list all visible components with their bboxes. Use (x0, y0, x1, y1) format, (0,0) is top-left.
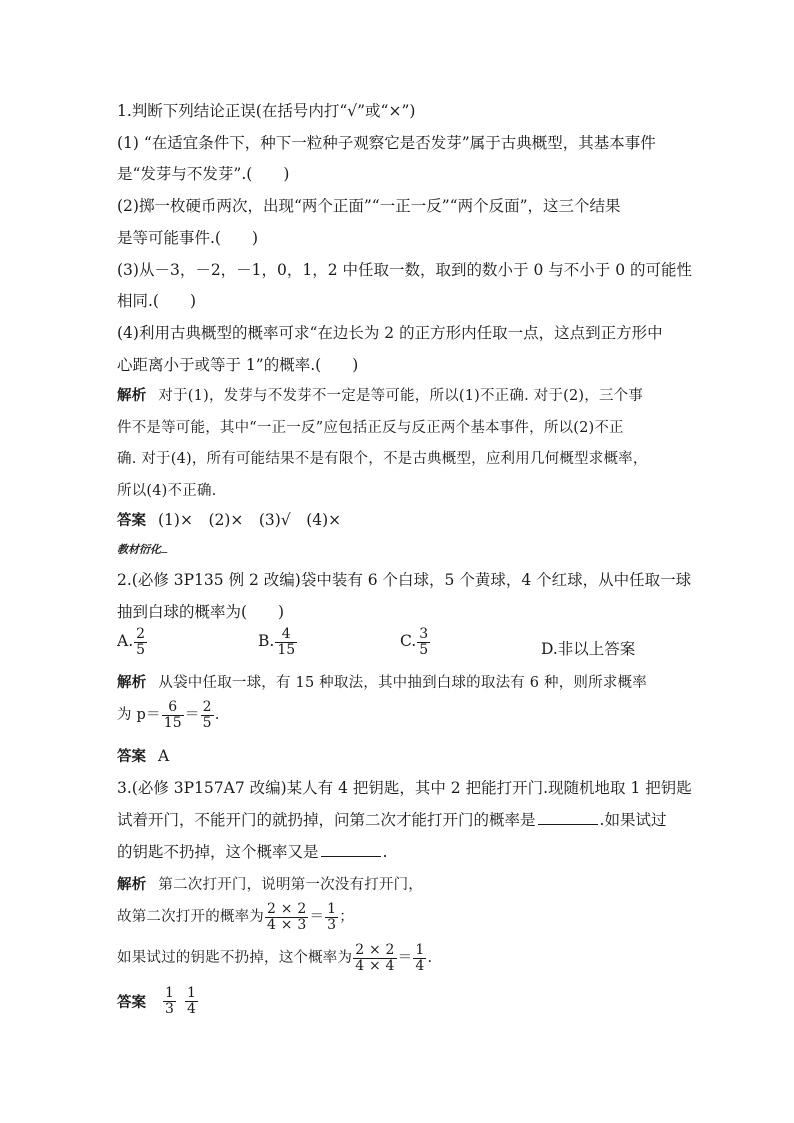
q2-option-a (117, 627, 148, 657)
frac-den: 15 (163, 714, 182, 731)
q3-line-2-text-b: .如果试过 (599, 811, 667, 829)
q1-solution-line-3: 确. 对于(4)，所有可能结果不是有限个，不是古典概型，应利用几何概型求概率， (117, 451, 648, 467)
frac-num: 1 (327, 901, 337, 917)
tag-mark (161, 546, 171, 553)
q1-statement-1a: (1) “在适宜条件下，种下一粒种子观察它是否发芽”属于古典概型，其基本事件 (117, 134, 656, 152)
q1-answer (117, 510, 341, 531)
q1-statement-4a: (4)利用古典概型的概率可求“在边长为 2 的正方形内任取一点，这点到正方形中 (117, 324, 663, 342)
q2-line-2: 抽到白球的概率为( ) (117, 603, 285, 621)
frac-num: 1 (165, 985, 174, 1001)
frac-den: 5 (419, 641, 429, 658)
q3-fraction-4 (413, 943, 426, 973)
frac-num: 1 (415, 942, 425, 958)
period: . (427, 950, 433, 967)
option-b-fraction (275, 627, 297, 657)
option-c-label: C. (400, 632, 417, 651)
q1-solution-label: 解析 (117, 388, 147, 404)
frac-num: 2 × 2 (267, 901, 307, 917)
q2-fraction-2 (201, 700, 214, 730)
q3-line-3-text-a: 的钥匙不扔掉，这个概率又是 (117, 843, 319, 861)
frac-den: 3 (165, 1000, 174, 1017)
q3-solution-line-2 (117, 902, 354, 932)
frac-den: 5 (202, 714, 212, 731)
q1-solution-line-1 (117, 386, 643, 406)
q3-answer-2 (184, 986, 199, 1016)
q2-option-d: D.非以上答案 (541, 640, 636, 658)
frac-num: 2 × 2 (355, 942, 395, 958)
section-tag-text: 教材衍化 (117, 543, 161, 556)
q3-fraction-3 (353, 943, 396, 973)
option-b-label: B. (258, 632, 275, 651)
q3-line-1: 3.(必修 3P157A7 改编)某人有 4 把钥匙，其中 2 把能打开门.现随机地取 1 把钥匙 (117, 779, 692, 797)
q3-answer-label-line (117, 992, 158, 1013)
q3-line-2-text-a: 试着开门，不能开门的就扔掉，问第二次才能打开门的概率是 (117, 811, 536, 829)
q1-statement-2b: 是等可能事件.( ) (117, 229, 259, 247)
q1-answer-label: 答案 (117, 513, 146, 529)
q3-line-3-text-b: . (382, 843, 388, 861)
period: . (214, 707, 220, 724)
frac-num: 3 (419, 626, 429, 642)
answer-fraction-1 (163, 986, 176, 1016)
q1-solution-line-4: 所以(4)不正确. (117, 483, 217, 499)
frac-num: 6 (162, 700, 184, 716)
answer-blank-2[interactable] (321, 842, 381, 857)
answer-blank-1[interactable] (538, 810, 598, 825)
q3-line-3 (117, 842, 387, 862)
frac-num: 4 (275, 627, 297, 643)
q2-solution-line-1 (117, 673, 647, 693)
answer-fraction-2 (185, 986, 198, 1016)
q3-solution-prefix-3: 如果试过的钥匙不扔掉，这个概率为 (117, 950, 353, 967)
q1-statement-2a: (2)掷一枚硬币两次，出现“两个正面”“一正一反”“两个反面”，这三个结果 (117, 197, 621, 215)
q3-answer-label: 答案 (117, 995, 146, 1011)
q2-answer-text: A (158, 747, 170, 765)
q3-solution-prefix-2: 故第二次打开的概率为 (117, 909, 264, 926)
frac-den: 4 × 3 (267, 916, 307, 933)
q2-answer-label: 答案 (117, 749, 146, 765)
q3-fraction-1 (265, 902, 308, 932)
frac-den: 4 × 4 (355, 957, 395, 974)
frac-num: 2 (136, 626, 146, 642)
q3-line-2 (117, 810, 666, 830)
section-tag (117, 541, 169, 557)
q2-solution-prefix: 为 p＝ (117, 707, 161, 724)
q3-solution-text-1: 第二次打开门，说明第一次没有打开门， (158, 877, 424, 893)
q1-statement-3a: (3)从－3，－2，－1，0，1，2 中任取一数，取到的数小于 0 与不小于 0 的可能性 (117, 261, 692, 279)
q2-solution-label: 解析 (117, 675, 147, 691)
q1-solution-line-2: 件不是等可能，其中“一正一反”应包括正反与反正两个基本事件，所以(2)不正 (117, 420, 624, 436)
q2-option-b (258, 627, 298, 657)
q2-solution-line-2 (117, 700, 220, 730)
frac-den: 15 (277, 641, 296, 658)
q1-statement-3b: 相同.( ) (117, 292, 197, 310)
q2-fraction-1 (162, 700, 184, 730)
frac-den: 4 (415, 957, 425, 974)
q2-option-c (400, 627, 431, 657)
frac-num: 1 (187, 985, 196, 1001)
q3-fraction-2 (325, 902, 338, 932)
q2-solution-text-1: 从袋中任取一球，有 15 种取法，其中抽到白球的取法有 6 种，则所求概率 (158, 675, 647, 691)
option-c-fraction (417, 627, 430, 657)
q1-answer-text: (1)× (2)× (3)√ (4)× (158, 511, 342, 529)
q1-solution-text-1: 对于(1)，发芽与不发芽不一定是等可能，所以(1)不正确. 对于(2)，三个事 (158, 388, 644, 404)
frac-den: 3 (327, 916, 337, 933)
option-a-fraction (134, 627, 147, 657)
q3-solution-line-3 (117, 943, 432, 973)
q1-statement-4b: 心距离小于或等于 1”的概率.( ) (117, 356, 359, 374)
q3-solution-label: 解析 (117, 877, 147, 893)
frac-den: 4 (187, 1000, 196, 1017)
frac-den: 5 (136, 641, 146, 658)
q3-answer-1 (162, 986, 177, 1016)
q1-title: 1.判断下列结论正误(在括号内打“√”或“×”) (117, 102, 416, 120)
q1-statement-1b: 是“发芽与不发芽”.( ) (117, 165, 290, 183)
semicolon: ； (339, 909, 354, 926)
option-a-label: A. (117, 632, 134, 651)
equals-sign: ＝ (309, 909, 325, 926)
q2-answer (117, 746, 169, 767)
frac-num: 2 (202, 699, 212, 715)
equals-sign: ＝ (184, 707, 200, 724)
q2-line-1: 2.(必修 3P135 例 2 改编)袋中装有 6 个白球，5 个黄球，4 个红球，从中任取一球 (117, 571, 692, 589)
equals-sign: ＝ (397, 950, 413, 967)
q3-solution-line-1 (117, 875, 423, 895)
